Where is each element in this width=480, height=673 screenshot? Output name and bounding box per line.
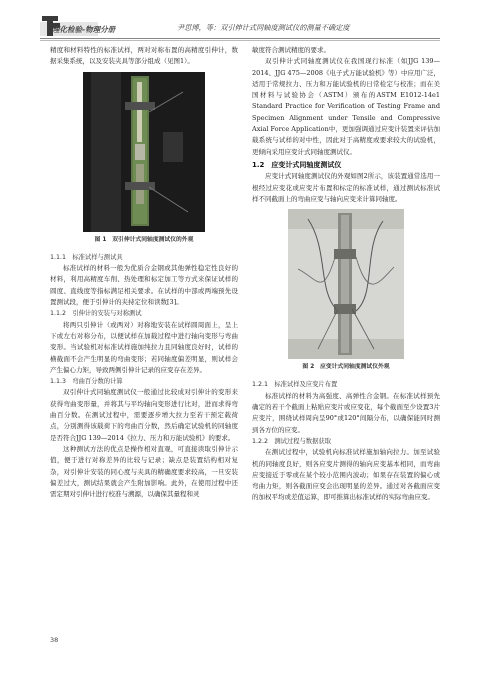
right-column xyxy=(252,45,440,504)
header-rule xyxy=(40,38,440,39)
section-1-2-1-body: 标准试样的材料为高强度、高弹性合金钢。在标准试样预先确定的若干个截面上粘贴应变片或应变花，每个截面至少设置3片应变片，围绕试样周向呈90°或120°间隔分布，以确保能同时测到各方位的应变。 xyxy=(252,391,440,434)
section-1-2-1-title: 1.2.1 标准试样及应变片布置 xyxy=(252,381,338,389)
figure-2-caption: 图 2 应变计式同轴度测试仪外观 xyxy=(302,364,390,371)
section-1-1-1-title: 1.1.1 标准试样与测试具 xyxy=(50,253,123,261)
header-rule-secondary xyxy=(40,40,440,41)
section-1-2-2-title: 1.2.2 测试过程与数据获取 xyxy=(252,437,331,445)
section-1-2-body: 应变计式同轴度测试仪的外观如图2所示，该装置通常选用一根经过应变花或应变片布置和标定的标准试样，通过测试标准试样不同截面上的弯曲应变与轴向应变来计算同轴度。 xyxy=(252,172,440,203)
section-1-1-3-title: 1.1.3 弯曲百分数的计算 xyxy=(50,378,123,386)
section-1-1-3-body: 双引伸计式同轴度测试仪一般通过比较成对引伸计的变形来获得弯曲变形量，并将其与平均轴向变形进行比对，进而求得弯曲百分数。在测试过程中，需要逐步增大拉力至若干预定载荷点，分别测得该载荷下的弯曲百分数，然后确定试验机的同轴度是否符合JJG 139—2014《拉力、压力和万能试验机》的要求。 xyxy=(50,388,238,442)
intro-paragraph: 精度和材料特性的标准试样，两对对称布置的高精度引伸计，数据采集系统，以及安装夹具等部分组成（见图1）。 xyxy=(50,46,238,66)
section-1-1-3-body-2: 这种测试方法的优点是操作相对直观，可直接读取引伸计示值，便于进行对称差异的比较与记录；缺点是装置结构相对复杂，对引伸计安装的同心度与夹具的精确度要求较高，一旦安装偏差过大，测试结果就会产生附加影响。此外，在使用过程中还需定期对引伸计进行校准与溯源，以确保其量程和灵 xyxy=(50,444,238,499)
journal-logo-text: 理化检验-物理分册 xyxy=(52,25,116,34)
figure-2-photo xyxy=(288,209,404,359)
section-1-2-2-body: 在测试过程中，试验机向标准试样施加轴向拉力。加至试验机的同轴度良好，则各应变片测得的轴向应变基本相同，而弯曲应变接近于零或在某个较小范围内波动；如果存在装置的偏心或弯曲力矩，则各截面应变会出现明显的差异。通过对各截面应变的加权平均或差值运算，即可推算出标准试样的实际弯曲应变。 xyxy=(252,448,440,502)
standards-paragraph: 双引伸计式同轴度测试仪在我国现行标准（如JJG 139—2014、JJG 475—2008《电子式万能试验机》等）中应用广泛，适用于常规拉力、压力和万能试验机的日常检定与校准；而在美国材料与试验协会（ASTM）颁布的ASTM E1012-14e1 Standard Practice for Verification of Testing Frame and Specimen Alignment under Tensile and Compressive Axial Force Application中，更加强调通过应变计装置来评估加载系统与试样的对中性，因此对于高精度或要求较大的试验机，更倾向采用应变计式同轴度测试仪。 xyxy=(252,57,440,156)
figure-1 xyxy=(50,72,238,246)
page-number: 38 xyxy=(50,636,59,644)
page-header xyxy=(0,0,480,34)
continuation-paragraph: 敏度符合测试精度的要求。 xyxy=(252,46,330,54)
coaxiality-tester-photo xyxy=(83,72,205,232)
section-1-2-title: 1.2 应变计式同轴度测试仪 xyxy=(252,160,342,169)
section-1-1-2-body: 将两只引伸计（或两对）对称地安装在试样圆周面上，呈上下或左右对称分布，以便试样在加载过程中进行轴向变形与弯曲变形。当试验机对标准试样施加纯拉力且同轴度良好时，试样的横截面不会产生明显的弯曲变形；若同轴度偏差明显，则试样会产生偏心力矩，导致两侧引伸计记录的应变存在差异。 xyxy=(50,320,238,374)
figure-2 xyxy=(252,209,440,373)
section-1-1-1-body: 标准试样的材料一般为优质合金钢或其他弹性稳定性良好的材料，利用高精度车削、热处理和标定加工等方式来保证试样的圆度、直线度等指标满足相关要求。在试样的中部或两端预先设置测试段，便于引伸计的夹持定位和读数[3]。 xyxy=(50,264,238,307)
running-title: 尹思博，等：双引伸计式同轴度测试仪的测量不确定度 xyxy=(177,23,350,32)
figure-1-photo xyxy=(83,72,205,232)
section-1-1-2-title: 1.1.2 引伸计的安装与对称测试 xyxy=(50,310,142,318)
left-column xyxy=(50,45,238,500)
strain-gauge-tester-photo xyxy=(288,209,404,359)
figure-1-caption: 图 1 双引伸计式同轴度测试仪的外观 xyxy=(94,236,194,243)
